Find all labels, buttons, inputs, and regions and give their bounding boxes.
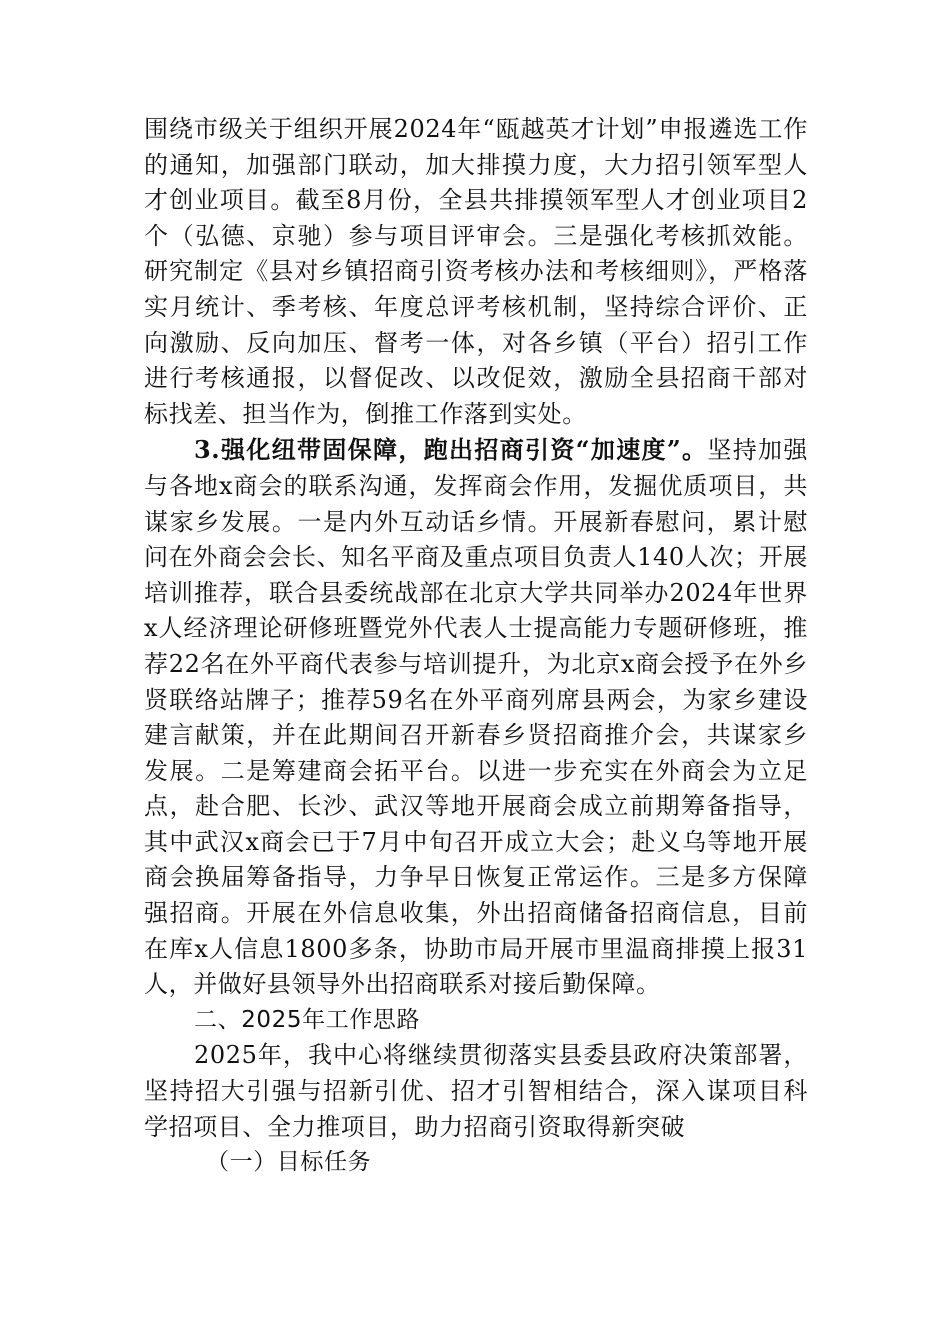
section-3-body: 坚持加强与各地x商会的联系沟通，发挥商会作用，发掘优质项目，共谋家乡发展。一是内外互动话乡情。开展新春慰问，累计慰问在外商会会长、知名平商及重点项目负责人140人次；开展培训推荐，联合县委统战部在北京大学共同举办2024年世界x人经济理论研修班暨党外代表人士提高能力专题研修班，推荐22名在外平商代表参与培训提升，为北京x商会授予在外乡贤联络站牌子；推荐59名在外平商列席县两会，为家乡建设建言献策，并在此期间召开新春乡贤招商推介会，共谋家乡发展。二是筹建商会拓平台。以进一步充实在外商会为立足点，赴合肥、长沙、武汉等地开展商会成立前期筹备指导，其中武汉x商会已于7月中旬召开成立大会；赴义乌等地开展商会换届筹备指导，力争早日恢复正常运作。三是多方保障强招商。开展在外信息收集，外出招商储备招商信息，目前在库x人信息1800多条，协助市局开展市里温商排摸上报31人，并做好县领导外出招商联系对接后勤保障。 [144, 436, 808, 999]
paragraph-2025: 2025年，我中心将继续贯彻落实县委县政府决策部署，坚持招大引强与招新引优、招才引智相结合，深入谋项目科学招项目、全力推项目，助力招商引资取得新突破 [144, 1041, 808, 1141]
heading-goals-tasks: （一）目标任务 [206, 1149, 372, 1176]
heading-2025-work-plan: 二、2025年工作思路 [194, 1006, 421, 1033]
document-body [144, 112, 808, 1181]
paragraph-section-3 [144, 432, 808, 1003]
section-3-title: 3.强化纽带固保障，跑出招商引资“加速度”。 [194, 435, 708, 465]
paragraph-talent-recruitment: 围绕市级关于组织开展2024年“瓯越英才计划”申报遴选工作的通知，加强部门联动，加大排摸力度，大力招引领军型人才创业项目。截至8月份，全县共排摸领军型人才创业项目2个（弘德、京驰）参与项目评审会。三是强化考核抓效能。研究制定《县对乡镇招商引资考核办法和考核细则》，严格落实月统计、季考核、年度总评考核机制，坚持综合评价、正向激励、反向加压、督考一体，对各乡镇（平台）招引工作进行考核通报，以督促改、以改促效，激励全县招商干部对标找差、担当作为，倒推工作落到实处。 [144, 115, 808, 428]
